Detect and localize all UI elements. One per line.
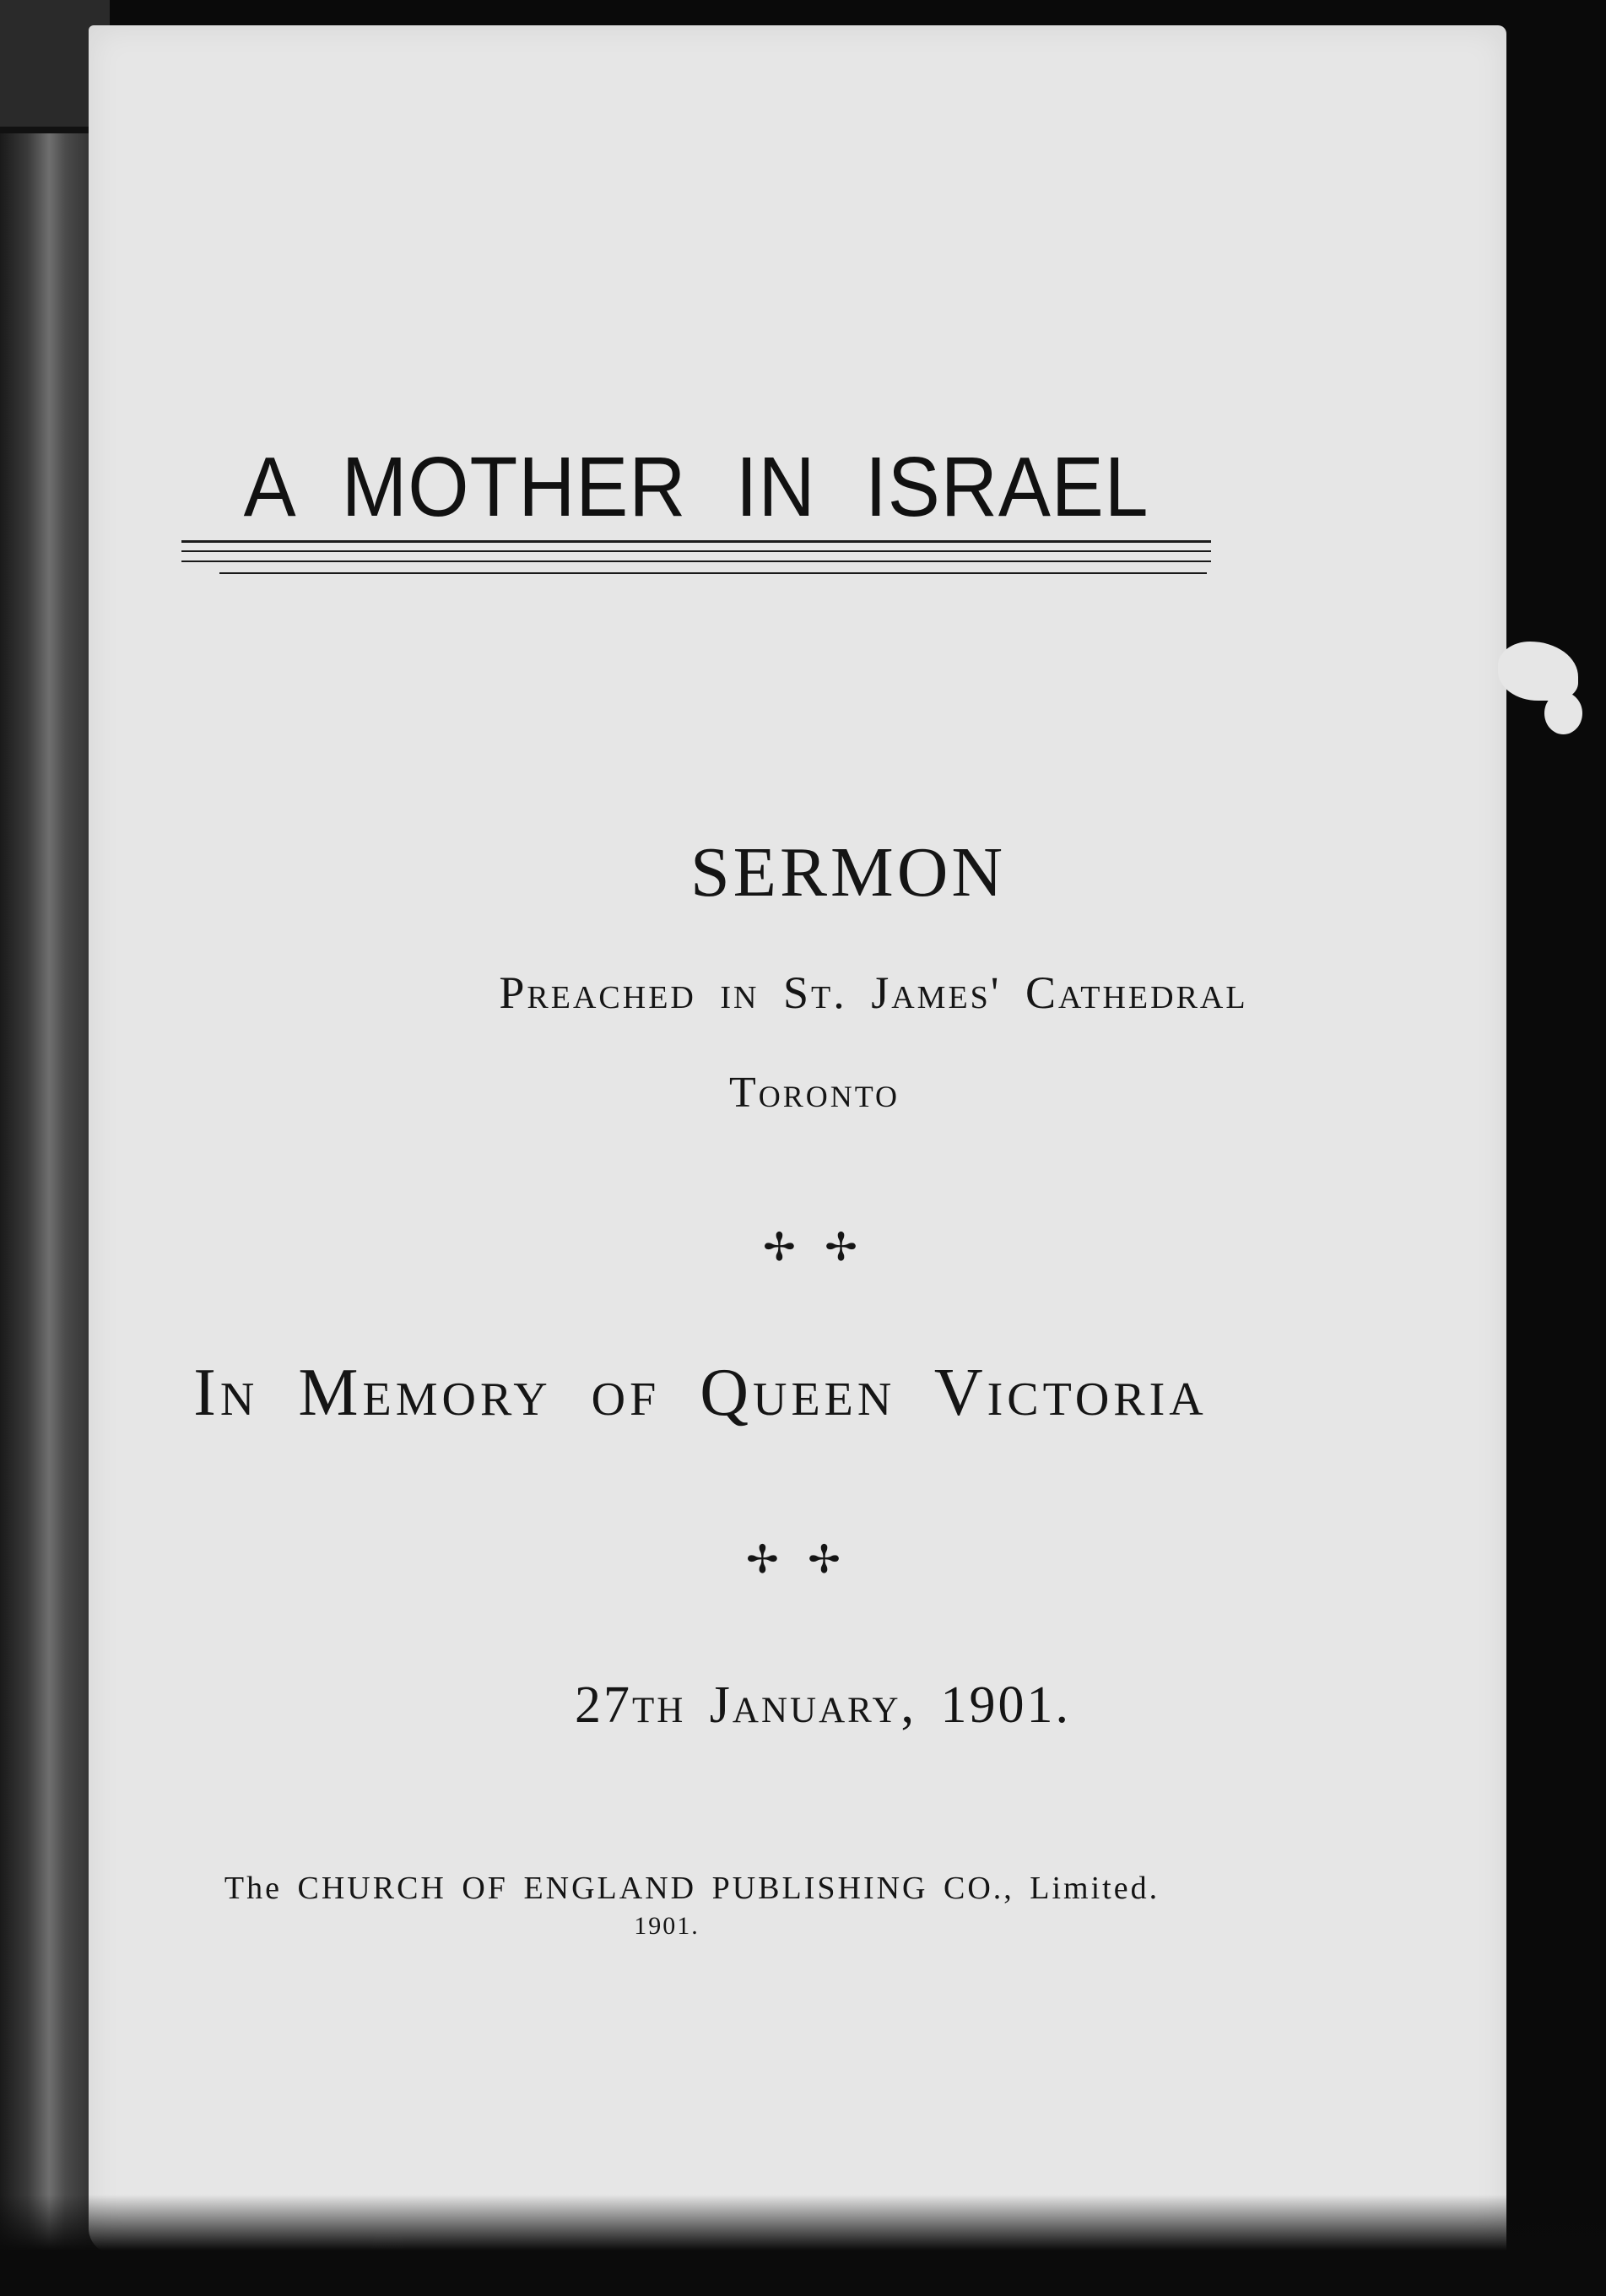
sermon-heading: SERMON xyxy=(689,833,1007,912)
title-rule xyxy=(219,572,1207,574)
publisher-year: 1901. xyxy=(634,1912,700,1940)
title-rule xyxy=(181,560,1211,562)
paper-tear-fragment xyxy=(1544,692,1582,734)
title-rule xyxy=(181,540,1211,543)
sermon-date: 27th January, 1901. xyxy=(574,1676,1072,1734)
city-line: Toronto xyxy=(728,1069,900,1117)
title-rule xyxy=(181,550,1211,552)
cross-ornament: ✢ ✢ xyxy=(746,1536,849,1582)
cross-ornament: ✢ ✢ xyxy=(763,1224,866,1270)
memorial-line: In Memory of Queen Victoria xyxy=(193,1356,1208,1430)
preached-location-line: Preached in St. James' Cathedral xyxy=(499,967,1248,1018)
book-title: A MOTHER IN ISRAEL xyxy=(243,440,1149,534)
paper-tear-bottom xyxy=(371,2228,405,2296)
publisher-line: The CHURCH OF ENGLAND PUBLISHING CO., Limited. xyxy=(224,1871,1160,1906)
